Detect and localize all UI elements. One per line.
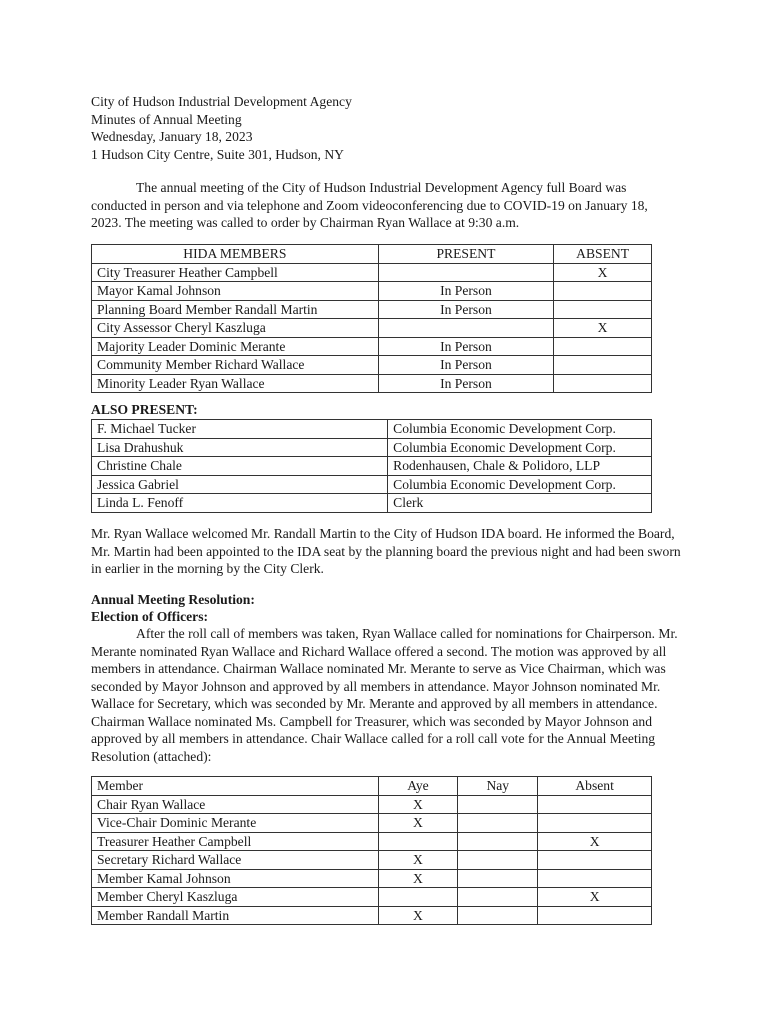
table-row xyxy=(92,888,652,907)
aye-cell: X xyxy=(378,851,458,870)
absent-cell xyxy=(554,337,652,356)
nay-cell xyxy=(458,888,538,907)
member-name: Minority Leader Ryan Wallace xyxy=(92,374,379,393)
table-row xyxy=(92,319,652,338)
absent-cell xyxy=(554,374,652,393)
table-header-row xyxy=(92,777,652,796)
members-table xyxy=(91,244,652,393)
table-row xyxy=(92,475,652,494)
member-name: Mayor Kamal Johnson xyxy=(92,282,379,301)
aye-cell: X xyxy=(378,869,458,888)
absent-cell: X xyxy=(554,263,652,282)
present-cell xyxy=(378,263,553,282)
attendee-affiliation: Columbia Economic Development Corp. xyxy=(388,475,652,494)
election-heading: Election of Officers: xyxy=(91,609,209,624)
column-header: Absent xyxy=(538,777,652,796)
table-row xyxy=(92,263,652,282)
election-paragraph: After the roll call of members was taken, Ryan Wallace called for nominations for Chairperson. Mr. Merante nominated Ryan Wallace and Richard Wallace offered a second. The motion was approved by all members in attendance. Chairman Wallace nominated Mr. Merante to serve as Vice Chairman, which was seconded by Mayor Johnson and approved by all members in attendance. Mayor Johnson nominated Mr. Wallace for Secretary, which was seconded by Mr. Merante and approved by all members in attendance. Chairman Wallace nominated Ms. Campbell for Treasurer, which was seconded by Mayor Johnson and approved by all members in attendance. Chair Wallace called for a roll call vote for the Annual Meeting Resolution (attached): xyxy=(91,626,678,764)
absent-cell: X xyxy=(538,832,652,851)
document-header xyxy=(91,93,352,163)
present-cell: In Person xyxy=(378,337,553,356)
agency-name: City of Hudson Industrial Development Agency xyxy=(91,94,352,109)
member-name: City Treasurer Heather Campbell xyxy=(92,263,379,282)
table-header-row xyxy=(92,245,652,264)
present-cell xyxy=(378,319,553,338)
voter-name: Member Kamal Johnson xyxy=(92,869,379,888)
present-cell: In Person xyxy=(378,356,553,375)
table-row xyxy=(92,356,652,375)
absent-cell xyxy=(538,869,652,888)
aye-cell: X xyxy=(378,906,458,925)
nay-cell xyxy=(458,832,538,851)
absent-cell xyxy=(538,906,652,925)
member-name: City Assessor Cheryl Kaszluga xyxy=(92,319,379,338)
meeting-date: Wednesday, January 18, 2023 xyxy=(91,129,253,144)
attendee-affiliation: Columbia Economic Development Corp. xyxy=(388,420,652,439)
table-row xyxy=(92,457,652,476)
absent-cell xyxy=(554,356,652,375)
attendee-name: Christine Chale xyxy=(92,457,388,476)
column-header: ABSENT xyxy=(554,245,652,264)
aye-cell xyxy=(378,832,458,851)
attendee-affiliation: Columbia Economic Development Corp. xyxy=(388,438,652,457)
nay-cell xyxy=(458,906,538,925)
table-row xyxy=(92,795,652,814)
table-row xyxy=(92,851,652,870)
present-cell: In Person xyxy=(378,300,553,319)
table-row xyxy=(92,374,652,393)
aye-cell: X xyxy=(378,795,458,814)
nay-cell xyxy=(458,814,538,833)
nay-cell xyxy=(458,795,538,814)
table-row xyxy=(92,832,652,851)
meeting-address: 1 Hudson City Centre, Suite 301, Hudson, NY xyxy=(91,146,344,162)
nay-cell xyxy=(458,851,538,870)
voter-name: Member Cheryl Kaszluga xyxy=(92,888,379,907)
intro-paragraph: The annual meeting of the City of Hudson Industrial Development Agency full Board was conducted in person and via telephone and Zoom videoconferencing due to COVID-19 on January 18, 2023. The meeting was called to order by Chairman Ryan Wallace at 9:30 a.m. xyxy=(91,180,648,230)
attendee-affiliation: Rodenhausen, Chale & Polidoro, LLP xyxy=(388,457,652,476)
nay-cell xyxy=(458,869,538,888)
absent-cell: X xyxy=(554,319,652,338)
table-row xyxy=(92,869,652,888)
table-row xyxy=(92,906,652,925)
present-cell: In Person xyxy=(378,374,553,393)
resolution-heading: Annual Meeting Resolution: xyxy=(91,592,255,607)
aye-cell: X xyxy=(378,814,458,833)
table-row xyxy=(92,420,652,439)
aye-cell xyxy=(378,888,458,907)
attendee-name: Lisa Drahushuk xyxy=(92,438,388,457)
attendee-name: Linda L. Fenoff xyxy=(92,494,388,513)
attendee-affiliation: Clerk xyxy=(388,494,652,513)
absent-cell xyxy=(538,851,652,870)
member-name: Planning Board Member Randall Martin xyxy=(92,300,379,319)
voter-name: Chair Ryan Wallace xyxy=(92,795,379,814)
member-name: Community Member Richard Wallace xyxy=(92,356,379,375)
absent-cell xyxy=(554,282,652,301)
present-cell: In Person xyxy=(378,282,553,301)
table-row xyxy=(92,282,652,301)
also-present-heading: ALSO PRESENT: xyxy=(91,402,198,417)
meeting-title: Minutes of Annual Meeting xyxy=(91,111,242,127)
column-header: Member xyxy=(92,777,379,796)
absent-cell: X xyxy=(538,888,652,907)
table-row xyxy=(92,814,652,833)
voter-name: Vice-Chair Dominic Merante xyxy=(92,814,379,833)
column-header: Aye xyxy=(378,777,458,796)
absent-cell xyxy=(538,795,652,814)
table-row xyxy=(92,300,652,319)
also-present-table xyxy=(91,419,652,513)
voter-name: Treasurer Heather Campbell xyxy=(92,832,379,851)
vote-table xyxy=(91,776,652,925)
voter-name: Secretary Richard Wallace xyxy=(92,851,379,870)
column-header: HIDA MEMBERS xyxy=(92,245,379,264)
welcome-paragraph: Mr. Ryan Wallace welcomed Mr. Randall Martin to the City of Hudson IDA board. He informed the Board, Mr. Martin had been appointed to the IDA seat by the planning board the previous night and had been sworn in earlier in the morning by the City Clerk. xyxy=(91,526,681,576)
attendee-name: F. Michael Tucker xyxy=(92,420,388,439)
absent-cell xyxy=(554,300,652,319)
table-row xyxy=(92,337,652,356)
member-name: Majority Leader Dominic Merante xyxy=(92,337,379,356)
table-row xyxy=(92,494,652,513)
column-header: PRESENT xyxy=(378,245,553,264)
absent-cell xyxy=(538,814,652,833)
voter-name: Member Randall Martin xyxy=(92,906,379,925)
attendee-name: Jessica Gabriel xyxy=(92,475,388,494)
column-header: Nay xyxy=(458,777,538,796)
table-row xyxy=(92,438,652,457)
